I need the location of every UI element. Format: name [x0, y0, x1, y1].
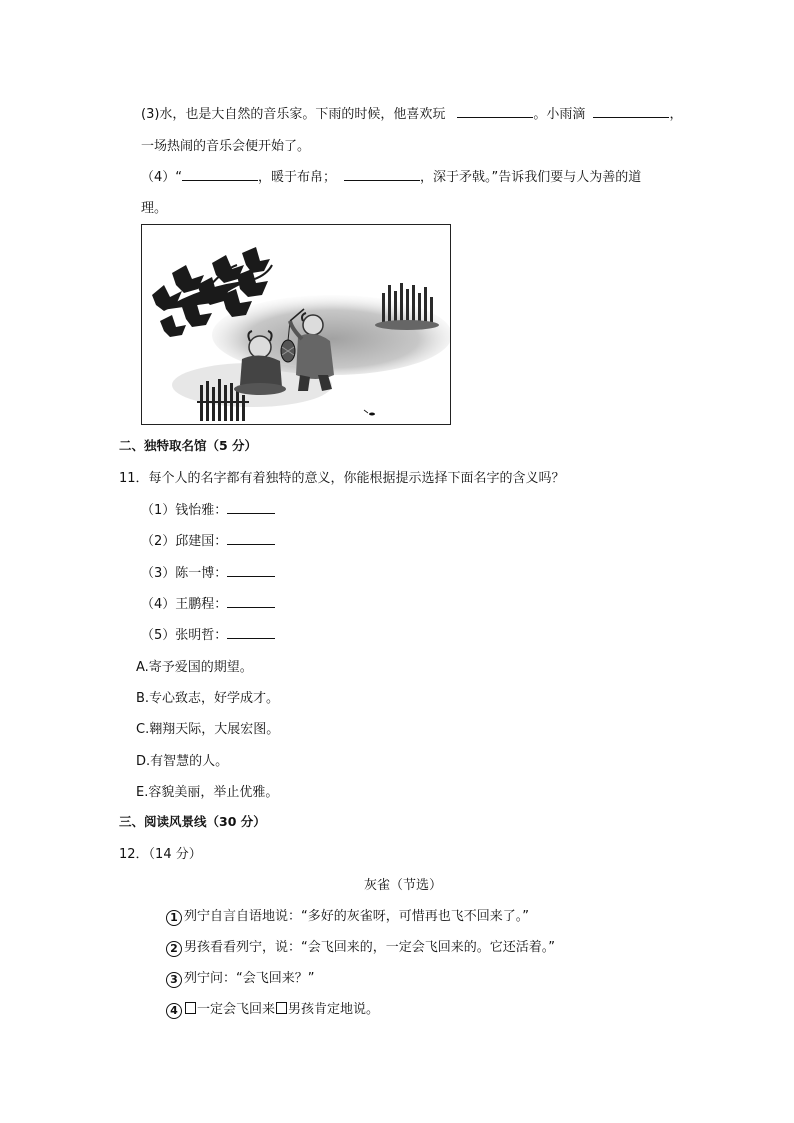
fill-blank-item-4 — [141, 166, 641, 185]
passage-title: 灰雀（节选） — [364, 878, 443, 893]
ink-painting-illustration — [142, 225, 450, 424]
answer-blank-3a[interactable] — [457, 105, 533, 118]
illustration-children-with-lantern — [141, 224, 451, 425]
name-answer-blank-3[interactable] — [227, 564, 275, 577]
name-item-1 — [141, 499, 275, 518]
item3-text-1: (3)水，也是大自然的音乐家。下雨的时候，他喜欢玩 — [141, 107, 446, 122]
paragraph-4-text-a: 一定会飞回来 — [197, 1002, 276, 1017]
option-b: B.专心致志，好学成才。 — [136, 691, 280, 706]
item4-text-1: （4）“ — [141, 170, 183, 185]
cricket — [364, 410, 375, 416]
name-answer-blank-5[interactable] — [227, 626, 275, 639]
name-label-4: （4）王鹏程： — [141, 597, 228, 612]
name-item-5 — [141, 624, 275, 643]
name-answer-blank-2[interactable] — [227, 532, 275, 545]
option-a: A.寄予爱国的期望。 — [136, 660, 253, 675]
paragraph-number-2: 2 — [166, 941, 182, 957]
answer-blank-3b[interactable] — [593, 105, 669, 118]
question-11-prompt: 11．每个人的名字都有着独特的意义，你能根据提示选择下面名字的含义吗？ — [119, 471, 565, 486]
section-heading-3: 三、阅读风景线（30 分） — [119, 814, 266, 829]
name-answer-blank-1[interactable] — [227, 501, 275, 514]
paragraph-4 — [166, 998, 379, 1019]
item4-text-3: ，深于矛戟。”告诉我们要与人为善的道 — [420, 170, 642, 185]
section-heading-2: 二、独特取名馆（5 分） — [119, 438, 258, 453]
item3-line-2: 一场热闹的音乐会便开始了。 — [141, 139, 311, 154]
answer-blank-4b[interactable] — [344, 168, 420, 181]
option-e: E.容貌美丽，举止优雅。 — [136, 785, 279, 800]
paragraph-2 — [166, 936, 555, 957]
paragraph-number-1: 1 — [166, 910, 182, 926]
fill-blank-item-3 — [141, 103, 682, 122]
question-12-number: 12．（14 分） — [119, 847, 202, 862]
punctuation-box-1[interactable] — [185, 1002, 196, 1014]
item3-text-3: ， — [669, 107, 683, 122]
paragraph-number-4: 4 — [166, 1003, 182, 1019]
name-item-2 — [141, 530, 275, 549]
name-label-2: （2）邱建国： — [141, 534, 228, 549]
paragraph-1-text: 列宁自言自语地说：“多好的灰雀呀，可惜再也飞不回来了。” — [184, 909, 529, 924]
paragraph-2-text: 男孩看看列宁，说：“会飞回来的，一定会飞回来的。它还活着。” — [184, 940, 555, 955]
item4-line-2: 理。 — [141, 201, 168, 216]
name-item-3 — [141, 562, 275, 581]
option-c: C.翱翔天际，大展宏图。 — [136, 722, 280, 737]
option-d: D.有智慧的人。 — [136, 754, 229, 769]
bamboo-clump — [375, 283, 439, 330]
paragraph-3 — [166, 967, 314, 988]
name-item-4 — [141, 593, 275, 612]
answer-blank-4a[interactable] — [182, 168, 258, 181]
item4-text-2: ，暖于布帛； — [258, 170, 337, 185]
paragraph-1 — [166, 905, 529, 926]
name-label-5: （5）张明哲： — [141, 628, 228, 643]
paragraph-number-3: 3 — [166, 972, 182, 988]
item3-text-2: 。小雨滴 — [533, 107, 586, 122]
paragraph-3-text: 列宁问：“会飞回来？” — [184, 971, 315, 986]
name-label-1: （1）钱怡雅： — [141, 503, 228, 518]
paragraph-4-text-b: 男孩肯定地说。 — [288, 1002, 380, 1017]
punctuation-box-2[interactable] — [276, 1002, 287, 1014]
name-answer-blank-4[interactable] — [227, 595, 275, 608]
name-label-3: （3）陈一博： — [141, 566, 228, 581]
